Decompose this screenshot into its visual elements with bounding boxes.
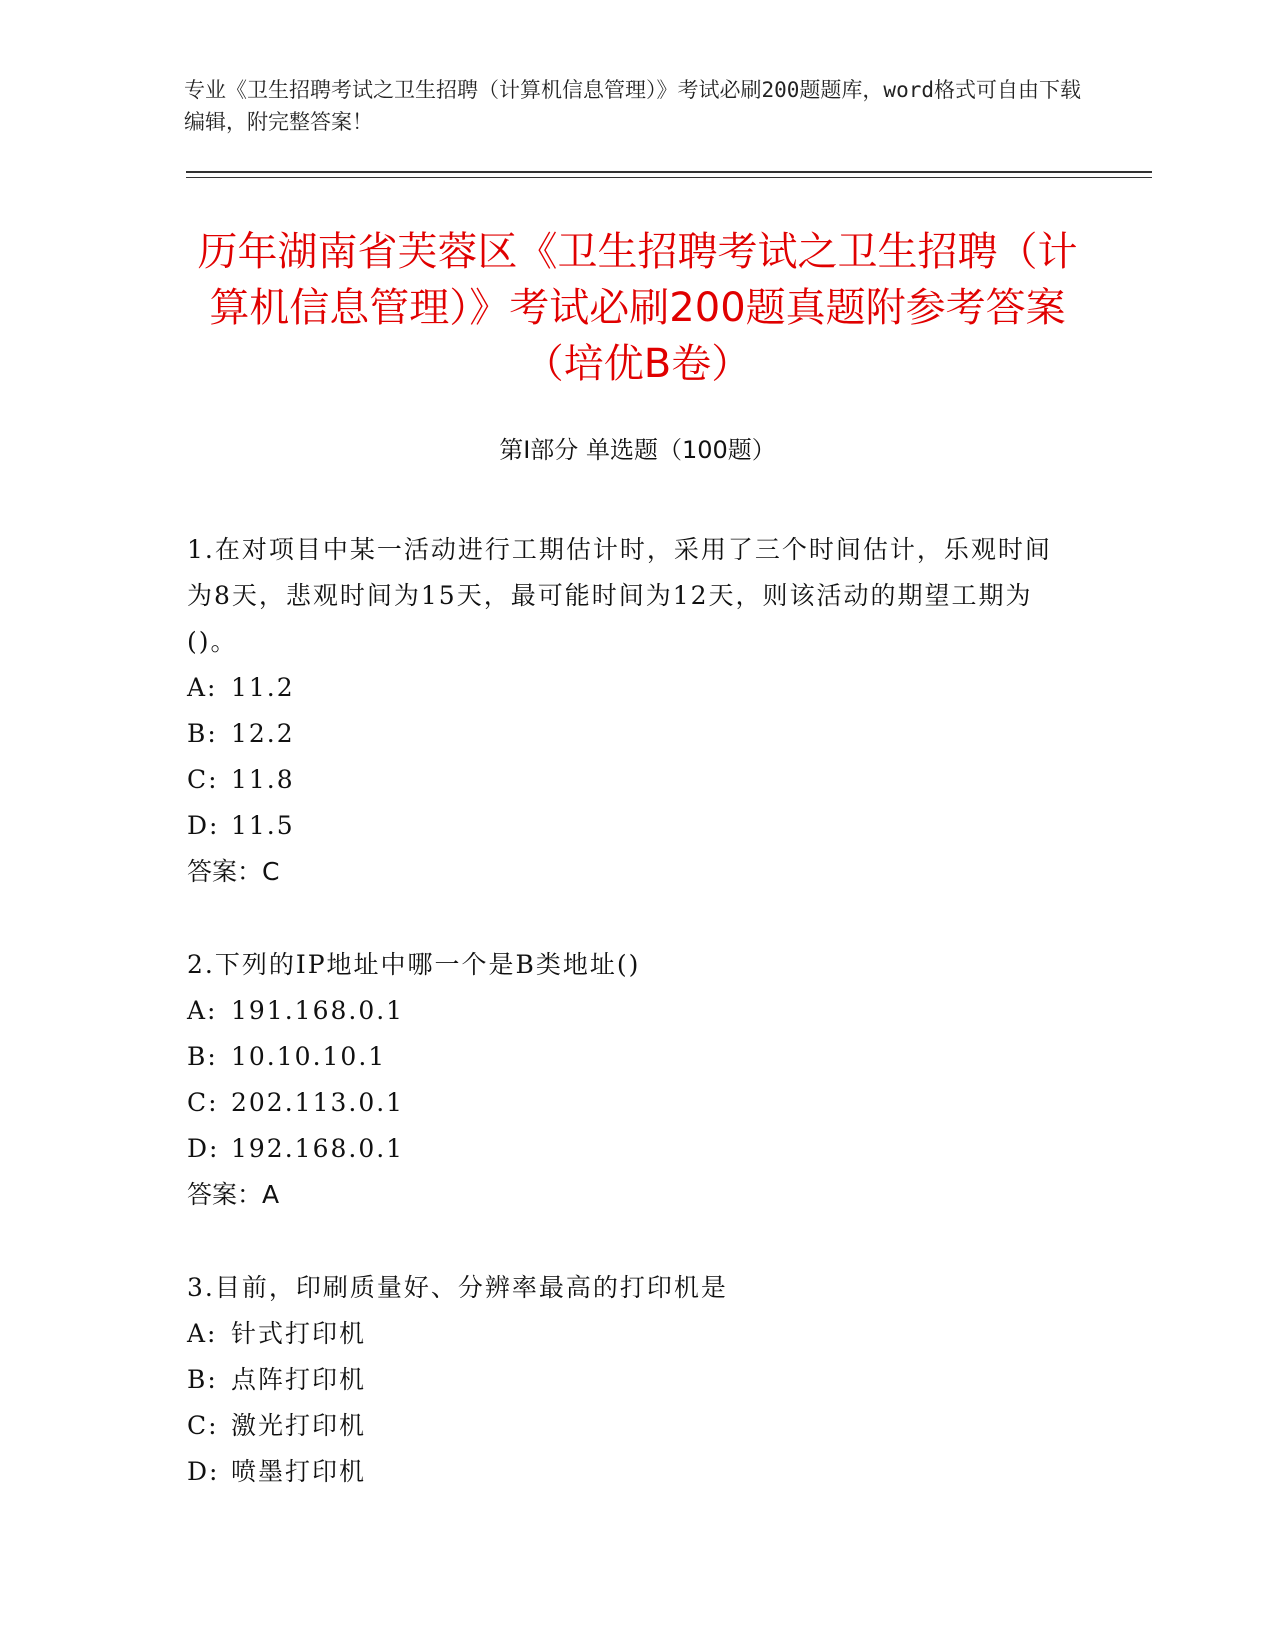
option-b — [187, 1034, 1067, 1080]
question-stem: 3.目前，印刷质量好、分辨率最高的打印机是 — [187, 1273, 728, 1302]
option-b — [187, 711, 1067, 757]
option-text: 点阵打印机 — [231, 1365, 367, 1394]
option-text: 202.113.0.1 — [231, 1088, 405, 1117]
option-text: 12.2 — [231, 719, 295, 748]
header-note: 专业《卫生招聘考试之卫生招聘（计算机信息管理）》考试必刷200题题库，word格式可自由下载编辑，附完整答案！ — [184, 78, 1081, 134]
section-title: 第Ⅰ部分 单选题（100题） — [499, 436, 776, 464]
header-divider-thick — [186, 171, 1152, 173]
option-text: 10.10.10.1 — [231, 1042, 387, 1071]
option-text: 针式打印机 — [231, 1319, 367, 1348]
option-text: 11.5 — [231, 811, 295, 840]
option-letter: A: — [187, 673, 218, 702]
option-letter: D: — [187, 1134, 220, 1163]
option-d — [187, 803, 1067, 849]
option-d — [187, 1126, 1067, 1172]
option-d — [187, 1449, 1067, 1495]
question-3 — [187, 1265, 1067, 1495]
option-letter: B: — [187, 1365, 218, 1394]
option-c — [187, 1403, 1067, 1449]
option-letter: B: — [187, 1042, 218, 1071]
answer-line: 答案：A — [187, 1180, 280, 1209]
option-a — [187, 988, 1067, 1034]
option-a — [187, 665, 1067, 711]
option-letter: C: — [187, 1411, 219, 1440]
option-c — [187, 1080, 1067, 1126]
answer-line: 答案：C — [187, 857, 280, 886]
option-text: 喷墨打印机 — [231, 1457, 367, 1486]
question-list — [187, 527, 1067, 1542]
option-letter: A: — [187, 1319, 218, 1348]
question-stem: 1.在对项目中某一活动进行工期估计时，采用了三个时间估计，乐观时间为8天，悲观时间为15天，最可能时间为12天，则该活动的期望工期为()。 — [187, 535, 1052, 656]
option-text: 激光打印机 — [231, 1411, 367, 1440]
option-letter: D: — [187, 1457, 220, 1486]
document-title: 历年湖南省芙蓉区《卫生招聘考试之卫生招聘（计算机信息管理）》考试必刷200题真题附参考答案（培优B卷） — [197, 229, 1078, 387]
option-b — [187, 1357, 1067, 1403]
option-text: 192.168.0.1 — [231, 1134, 405, 1163]
option-text: 11.2 — [231, 673, 295, 702]
option-letter: C: — [187, 765, 219, 794]
header-divider-thin — [186, 177, 1152, 178]
question-stem: 2.下列的IP地址中哪一个是B类地址() — [187, 950, 641, 979]
question-2 — [187, 942, 1067, 1218]
question-1 — [187, 527, 1067, 895]
option-letter: D: — [187, 811, 220, 840]
option-text: 191.168.0.1 — [231, 996, 405, 1025]
option-a — [187, 1311, 1067, 1357]
option-text: 11.8 — [231, 765, 295, 794]
option-letter: A: — [187, 996, 218, 1025]
option-c — [187, 757, 1067, 803]
option-letter: B: — [187, 719, 218, 748]
option-letter: C: — [187, 1088, 219, 1117]
